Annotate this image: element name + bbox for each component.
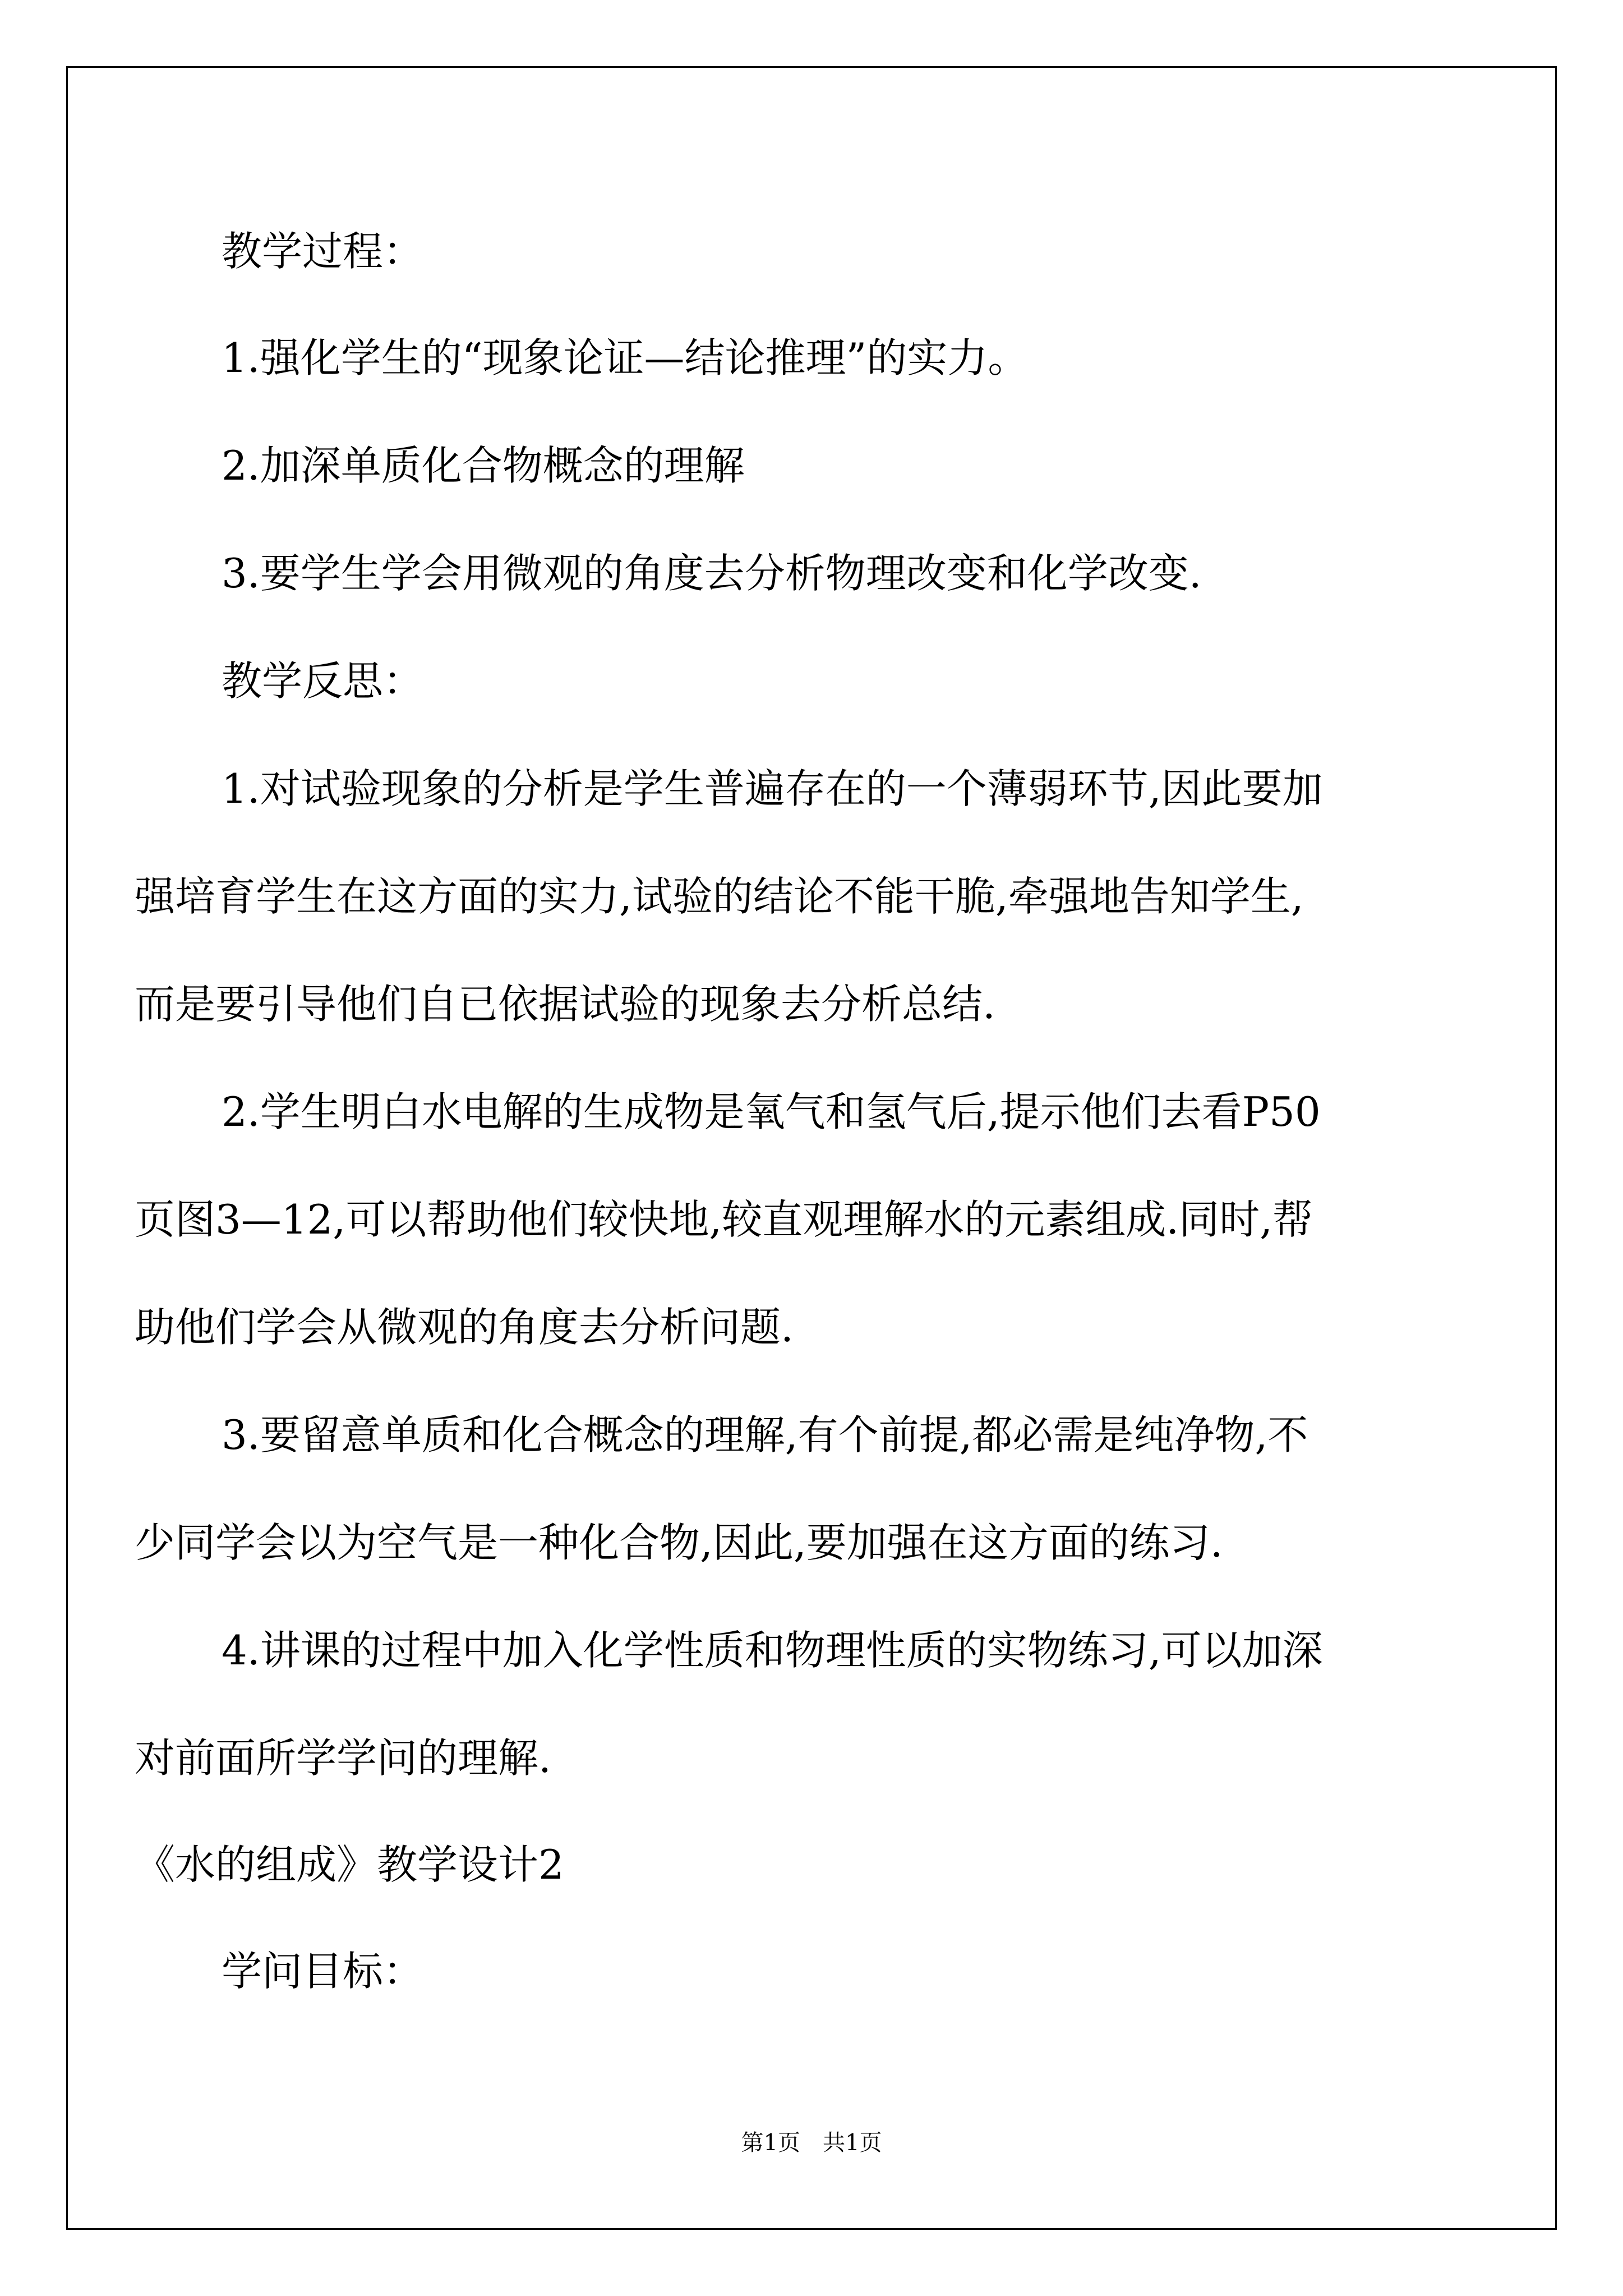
reflection-item-1-line-2: 强培育学生在这方面的实力,试验的结论不能干脆,牵强地告知学生, xyxy=(135,873,1304,920)
reflection-item-2-line-2: 页图3—12,可以帮助他们较快地,较直观理解水的元素组成.同时,帮 xyxy=(135,1196,1313,1243)
reflection-item-4-line-1: 4.讲课的过程中加入化学性质和物理性质的实物练习,可以加深 xyxy=(222,1627,1323,1674)
page-number-label: 第1页 xyxy=(741,2130,800,2156)
page-border xyxy=(66,66,1557,2230)
page-total-label: 共1页 xyxy=(823,2130,882,2156)
reflection-item-2-line-1: 2.学生明白水电解的生成物是氧气和氢气后,提示他们去看P50 xyxy=(222,1088,1321,1135)
reflection-item-4-line-2: 对前面所学学问的理解. xyxy=(135,1734,551,1782)
reflection-item-1-line-1: 1.对试验现象的分析是学生普遍存在的一个薄弱环节,因此要加 xyxy=(222,765,1323,812)
page-footer xyxy=(0,2126,1623,2160)
process-item-2: 2.加深单质化合物概念的理解 xyxy=(222,442,745,489)
heading-teaching-process: 教学过程： xyxy=(222,228,424,275)
reflection-item-2-line-3: 助他们学会从微观的角度去分析问题. xyxy=(135,1304,794,1351)
reflection-item-1-line-3: 而是要引导他们自已依据试验的现象去分析总结. xyxy=(135,981,995,1028)
reflection-item-3-line-2: 少同学会以为空气是一种化合物,因此,要加强在这方面的练习. xyxy=(135,1519,1223,1566)
heading-knowledge-goals: 学问目标： xyxy=(222,1948,424,1995)
section-title-design-2: 《水的组成》教学设计2 xyxy=(135,1841,564,1888)
process-item-3: 3.要学生学会用微观的角度去分析物理改变和化学改变. xyxy=(222,550,1202,597)
process-item-1: 1.强化学生的“现象论证—结论推理”的实力。 xyxy=(222,334,1029,381)
heading-teaching-reflection: 教学反思： xyxy=(222,657,424,705)
reflection-item-3-line-1: 3.要留意单质和化合概念的理解,有个前提,都必需是纯净物,不 xyxy=(222,1411,1308,1458)
